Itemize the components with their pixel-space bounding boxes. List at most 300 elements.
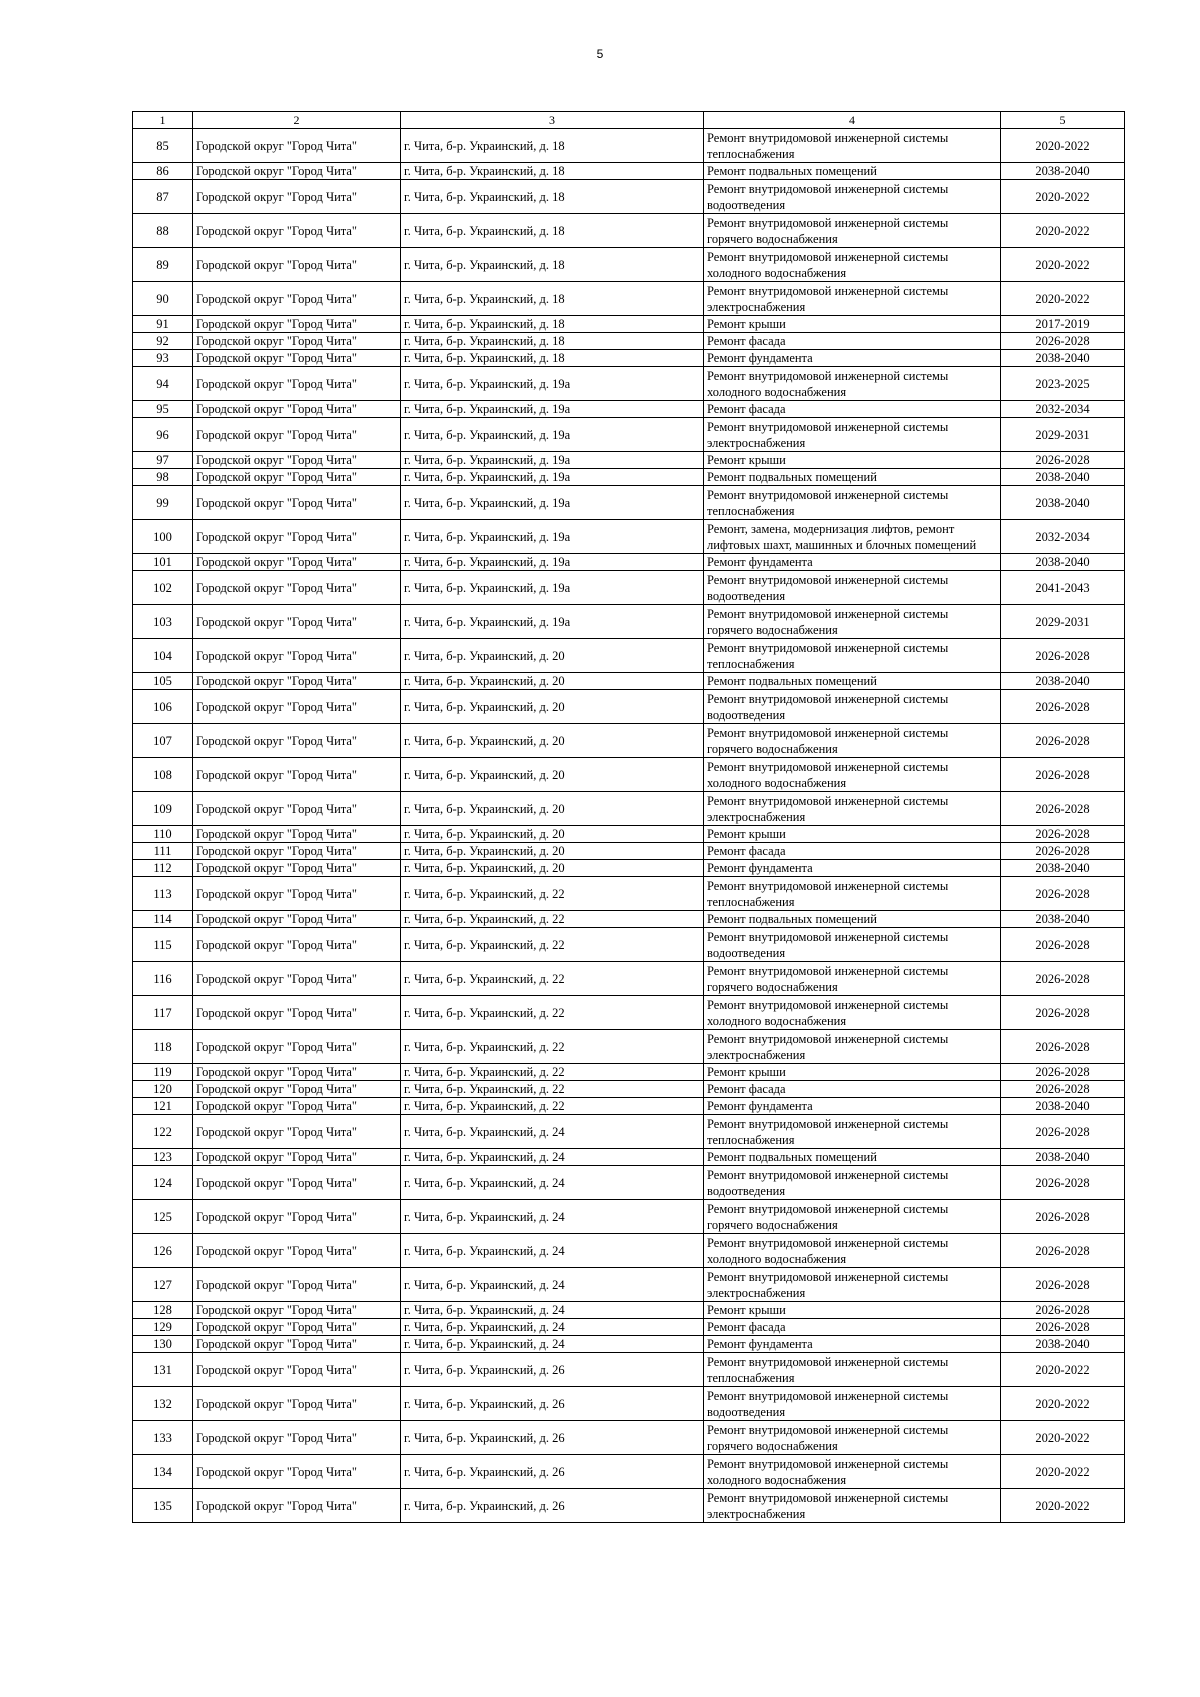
address-cell: г. Чита, б-р. Украинский, д. 22 xyxy=(401,1098,704,1115)
municipality-cell: Городской округ "Город Чита" xyxy=(193,690,401,724)
row-number-cell: 111 xyxy=(133,843,193,860)
work-type-cell: Ремонт внутридомовой инженерной системы теплоснабжения xyxy=(704,639,1001,673)
address-cell: г. Чита, б-р. Украинский, д. 22 xyxy=(401,928,704,962)
period-cell: 2017-2019 xyxy=(1001,316,1125,333)
address-cell: г. Чита, б-р. Украинский, д. 24 xyxy=(401,1234,704,1268)
address-cell: г. Чита, б-р. Украинский, д. 26 xyxy=(401,1353,704,1387)
work-type-cell: Ремонт внутридомовой инженерной системы холодного водоснабжения xyxy=(704,367,1001,401)
municipality-cell: Городской округ "Город Чита" xyxy=(193,877,401,911)
work-type-cell: Ремонт внутридомовой инженерной системы холодного водоснабжения xyxy=(704,758,1001,792)
row-number-cell: 89 xyxy=(133,248,193,282)
period-cell: 2020-2022 xyxy=(1001,282,1125,316)
address-cell: г. Чита, б-р. Украинский, д. 18 xyxy=(401,163,704,180)
row-number-cell: 119 xyxy=(133,1064,193,1081)
address-cell: г. Чита, б-р. Украинский, д. 19а xyxy=(401,605,704,639)
work-type-cell: Ремонт фундамента xyxy=(704,554,1001,571)
row-number-cell: 103 xyxy=(133,605,193,639)
row-number-cell: 99 xyxy=(133,486,193,520)
row-number-cell: 115 xyxy=(133,928,193,962)
table-body xyxy=(133,129,1125,1523)
work-type-cell: Ремонт внутридомовой инженерной системы горячего водоснабжения xyxy=(704,1200,1001,1234)
table-row xyxy=(133,367,1125,401)
period-cell: 2020-2022 xyxy=(1001,1387,1125,1421)
period-cell: 2038-2040 xyxy=(1001,486,1125,520)
table-row xyxy=(133,843,1125,860)
work-type-cell: Ремонт подвальных помещений xyxy=(704,911,1001,928)
table-row xyxy=(133,1489,1125,1523)
row-number-cell: 122 xyxy=(133,1115,193,1149)
row-number-cell: 127 xyxy=(133,1268,193,1302)
period-cell: 2029-2031 xyxy=(1001,605,1125,639)
address-cell: г. Чита, б-р. Украинский, д. 20 xyxy=(401,639,704,673)
period-cell: 2038-2040 xyxy=(1001,911,1125,928)
repair-schedule-table xyxy=(132,111,1125,1523)
address-cell: г. Чита, б-р. Украинский, д. 20 xyxy=(401,826,704,843)
period-cell: 2026-2028 xyxy=(1001,1234,1125,1268)
work-type-cell: Ремонт внутридомовой инженерной системы электроснабжения xyxy=(704,1268,1001,1302)
table-row xyxy=(133,469,1125,486)
table-header-row xyxy=(133,112,1125,129)
municipality-cell: Городской округ "Город Чита" xyxy=(193,554,401,571)
row-number-cell: 132 xyxy=(133,1387,193,1421)
municipality-cell: Городской округ "Город Чита" xyxy=(193,1098,401,1115)
address-cell: г. Чита, б-р. Украинский, д. 24 xyxy=(401,1115,704,1149)
row-number-cell: 88 xyxy=(133,214,193,248)
municipality-cell: Городской округ "Город Чита" xyxy=(193,996,401,1030)
period-cell: 2041-2043 xyxy=(1001,571,1125,605)
table-row xyxy=(133,911,1125,928)
work-type-cell: Ремонт фасада xyxy=(704,401,1001,418)
period-cell: 2026-2028 xyxy=(1001,877,1125,911)
work-type-cell: Ремонт крыши xyxy=(704,1064,1001,1081)
table-row xyxy=(133,180,1125,214)
address-cell: г. Чита, б-р. Украинский, д. 24 xyxy=(401,1166,704,1200)
municipality-cell: Городской округ "Город Чита" xyxy=(193,469,401,486)
municipality-cell: Городской округ "Город Чита" xyxy=(193,180,401,214)
period-cell: 2038-2040 xyxy=(1001,163,1125,180)
municipality-cell: Городской округ "Город Чита" xyxy=(193,826,401,843)
address-cell: г. Чита, б-р. Украинский, д. 20 xyxy=(401,673,704,690)
row-number-cell: 120 xyxy=(133,1081,193,1098)
municipality-cell: Городской округ "Город Чита" xyxy=(193,792,401,826)
period-cell: 2026-2028 xyxy=(1001,1081,1125,1098)
period-cell: 2038-2040 xyxy=(1001,1098,1125,1115)
period-cell: 2026-2028 xyxy=(1001,758,1125,792)
address-cell: г. Чита, б-р. Украинский, д. 19а xyxy=(401,418,704,452)
address-cell: г. Чита, б-р. Украинский, д. 19а xyxy=(401,571,704,605)
municipality-cell: Городской округ "Город Чита" xyxy=(193,639,401,673)
period-cell: 2026-2028 xyxy=(1001,1064,1125,1081)
work-type-cell: Ремонт внутридомовой инженерной системы теплоснабжения xyxy=(704,877,1001,911)
period-cell: 2026-2028 xyxy=(1001,1268,1125,1302)
column-header: 4 xyxy=(704,112,1001,129)
work-type-cell: Ремонт внутридомовой инженерной системы горячего водоснабжения xyxy=(704,1421,1001,1455)
table-row xyxy=(133,962,1125,996)
municipality-cell: Городской округ "Город Чита" xyxy=(193,1489,401,1523)
work-type-cell: Ремонт внутридомовой инженерной системы холодного водоснабжения xyxy=(704,996,1001,1030)
period-cell: 2026-2028 xyxy=(1001,690,1125,724)
row-number-cell: 106 xyxy=(133,690,193,724)
period-cell: 2026-2028 xyxy=(1001,1166,1125,1200)
municipality-cell: Городской округ "Город Чита" xyxy=(193,163,401,180)
municipality-cell: Городской округ "Город Чита" xyxy=(193,758,401,792)
row-number-cell: 109 xyxy=(133,792,193,826)
column-header: 5 xyxy=(1001,112,1125,129)
period-cell: 2026-2028 xyxy=(1001,1115,1125,1149)
period-cell: 2038-2040 xyxy=(1001,1149,1125,1166)
column-header: 3 xyxy=(401,112,704,129)
address-cell: г. Чита, б-р. Украинский, д. 22 xyxy=(401,1064,704,1081)
municipality-cell: Городской округ "Город Чита" xyxy=(193,1455,401,1489)
row-number-cell: 108 xyxy=(133,758,193,792)
row-number-cell: 87 xyxy=(133,180,193,214)
municipality-cell: Городской округ "Город Чита" xyxy=(193,1200,401,1234)
address-cell: г. Чита, б-р. Украинский, д. 20 xyxy=(401,724,704,758)
table-row xyxy=(133,1353,1125,1387)
table-row xyxy=(133,1081,1125,1098)
municipality-cell: Городской округ "Город Чита" xyxy=(193,605,401,639)
address-cell: г. Чита, б-р. Украинский, д. 22 xyxy=(401,1030,704,1064)
work-type-cell: Ремонт фундамента xyxy=(704,1098,1001,1115)
municipality-cell: Городской округ "Город Чита" xyxy=(193,1319,401,1336)
municipality-cell: Городской округ "Город Чита" xyxy=(193,418,401,452)
municipality-cell: Городской округ "Город Чита" xyxy=(193,911,401,928)
address-cell: г. Чита, б-р. Украинский, д. 19а xyxy=(401,452,704,469)
municipality-cell: Городской округ "Город Чита" xyxy=(193,486,401,520)
period-cell: 2029-2031 xyxy=(1001,418,1125,452)
period-cell: 2026-2028 xyxy=(1001,843,1125,860)
row-number-cell: 94 xyxy=(133,367,193,401)
work-type-cell: Ремонт внутридомовой инженерной системы холодного водоснабжения xyxy=(704,1234,1001,1268)
address-cell: г. Чита, б-р. Украинский, д. 22 xyxy=(401,911,704,928)
table-row xyxy=(133,639,1125,673)
work-type-cell: Ремонт фундамента xyxy=(704,1336,1001,1353)
row-number-cell: 131 xyxy=(133,1353,193,1387)
period-cell: 2032-2034 xyxy=(1001,520,1125,554)
table-row xyxy=(133,248,1125,282)
work-type-cell: Ремонт внутридомовой инженерной системы горячего водоснабжения xyxy=(704,724,1001,758)
work-type-cell: Ремонт внутридомовой инженерной системы водоотведения xyxy=(704,1387,1001,1421)
row-number-cell: 104 xyxy=(133,639,193,673)
municipality-cell: Городской округ "Город Чита" xyxy=(193,1030,401,1064)
municipality-cell: Городской округ "Город Чита" xyxy=(193,214,401,248)
row-number-cell: 116 xyxy=(133,962,193,996)
address-cell: г. Чита, б-р. Украинский, д. 20 xyxy=(401,843,704,860)
period-cell: 2026-2028 xyxy=(1001,333,1125,350)
work-type-cell: Ремонт внутридомовой инженерной системы холодного водоснабжения xyxy=(704,248,1001,282)
row-number-cell: 102 xyxy=(133,571,193,605)
row-number-cell: 113 xyxy=(133,877,193,911)
address-cell: г. Чита, б-р. Украинский, д. 18 xyxy=(401,350,704,367)
period-cell: 2038-2040 xyxy=(1001,860,1125,877)
table-row xyxy=(133,758,1125,792)
address-cell: г. Чита, б-р. Украинский, д. 19а xyxy=(401,401,704,418)
address-cell: г. Чита, б-р. Украинский, д. 24 xyxy=(401,1336,704,1353)
work-type-cell: Ремонт подвальных помещений xyxy=(704,1149,1001,1166)
period-cell: 2026-2028 xyxy=(1001,928,1125,962)
row-number-cell: 90 xyxy=(133,282,193,316)
municipality-cell: Городской округ "Город Чита" xyxy=(193,1421,401,1455)
work-type-cell: Ремонт внутридомовой инженерной системы водоотведения xyxy=(704,928,1001,962)
municipality-cell: Городской округ "Город Чита" xyxy=(193,520,401,554)
municipality-cell: Городской округ "Город Чита" xyxy=(193,1268,401,1302)
table-row xyxy=(133,333,1125,350)
work-type-cell: Ремонт внутридомовой инженерной системы холодного водоснабжения xyxy=(704,1455,1001,1489)
period-cell: 2020-2022 xyxy=(1001,180,1125,214)
row-number-cell: 133 xyxy=(133,1421,193,1455)
row-number-cell: 129 xyxy=(133,1319,193,1336)
period-cell: 2026-2028 xyxy=(1001,1319,1125,1336)
address-cell: г. Чита, б-р. Украинский, д. 26 xyxy=(401,1387,704,1421)
work-type-cell: Ремонт подвальных помещений xyxy=(704,469,1001,486)
address-cell: г. Чита, б-р. Украинский, д. 22 xyxy=(401,962,704,996)
municipality-cell: Городской округ "Город Чита" xyxy=(193,1234,401,1268)
row-number-cell: 117 xyxy=(133,996,193,1030)
address-cell: г. Чита, б-р. Украинский, д. 19а xyxy=(401,520,704,554)
row-number-cell: 124 xyxy=(133,1166,193,1200)
period-cell: 2020-2022 xyxy=(1001,1353,1125,1387)
municipality-cell: Городской округ "Город Чита" xyxy=(193,248,401,282)
row-number-cell: 126 xyxy=(133,1234,193,1268)
work-type-cell: Ремонт внутридомовой инженерной системы водоотведения xyxy=(704,180,1001,214)
row-number-cell: 121 xyxy=(133,1098,193,1115)
municipality-cell: Городской округ "Город Чита" xyxy=(193,316,401,333)
address-cell: г. Чита, б-р. Украинский, д. 18 xyxy=(401,248,704,282)
row-number-cell: 125 xyxy=(133,1200,193,1234)
table-row xyxy=(133,1115,1125,1149)
municipality-cell: Городской округ "Город Чита" xyxy=(193,1336,401,1353)
table-row xyxy=(133,129,1125,163)
address-cell: г. Чита, б-р. Украинский, д. 24 xyxy=(401,1200,704,1234)
table-row xyxy=(133,1234,1125,1268)
municipality-cell: Городской округ "Город Чита" xyxy=(193,1302,401,1319)
row-number-cell: 123 xyxy=(133,1149,193,1166)
table-row xyxy=(133,690,1125,724)
period-cell: 2026-2028 xyxy=(1001,962,1125,996)
period-cell: 2020-2022 xyxy=(1001,1421,1125,1455)
table-row xyxy=(133,282,1125,316)
page-number: 5 xyxy=(596,47,604,61)
table-row xyxy=(133,673,1125,690)
municipality-cell: Городской округ "Город Чита" xyxy=(193,571,401,605)
work-type-cell: Ремонт внутридомовой инженерной системы водоотведения xyxy=(704,571,1001,605)
period-cell: 2020-2022 xyxy=(1001,214,1125,248)
address-cell: г. Чита, б-р. Украинский, д. 19а xyxy=(401,486,704,520)
table-row xyxy=(133,1319,1125,1336)
table-row xyxy=(133,1455,1125,1489)
work-type-cell: Ремонт внутридомовой инженерной системы горячего водоснабжения xyxy=(704,605,1001,639)
work-type-cell: Ремонт внутридомовой инженерной системы теплоснабжения xyxy=(704,129,1001,163)
table-row xyxy=(133,1098,1125,1115)
row-number-cell: 135 xyxy=(133,1489,193,1523)
municipality-cell: Городской округ "Город Чита" xyxy=(193,1115,401,1149)
table-row xyxy=(133,1336,1125,1353)
municipality-cell: Городской округ "Город Чита" xyxy=(193,1149,401,1166)
table-row xyxy=(133,724,1125,758)
table-row xyxy=(133,1387,1125,1421)
address-cell: г. Чита, б-р. Украинский, д. 19а xyxy=(401,554,704,571)
municipality-cell: Городской округ "Город Чита" xyxy=(193,1353,401,1387)
work-type-cell: Ремонт фасада xyxy=(704,1319,1001,1336)
row-number-cell: 130 xyxy=(133,1336,193,1353)
row-number-cell: 97 xyxy=(133,452,193,469)
table-row xyxy=(133,792,1125,826)
municipality-cell: Городской округ "Город Чита" xyxy=(193,282,401,316)
period-cell: 2026-2028 xyxy=(1001,792,1125,826)
period-cell: 2020-2022 xyxy=(1001,248,1125,282)
row-number-cell: 118 xyxy=(133,1030,193,1064)
table-row xyxy=(133,520,1125,554)
address-cell: г. Чита, б-р. Украинский, д. 19а xyxy=(401,469,704,486)
municipality-cell: Городской округ "Город Чита" xyxy=(193,673,401,690)
address-cell: г. Чита, б-р. Украинский, д. 22 xyxy=(401,996,704,1030)
work-type-cell: Ремонт внутридомовой инженерной системы теплоснабжения xyxy=(704,1353,1001,1387)
table-row xyxy=(133,316,1125,333)
address-cell: г. Чита, б-р. Украинский, д. 24 xyxy=(401,1268,704,1302)
address-cell: г. Чита, б-р. Украинский, д. 18 xyxy=(401,316,704,333)
work-type-cell: Ремонт крыши xyxy=(704,1302,1001,1319)
work-type-cell: Ремонт, замена, модернизация лифтов, ремонт лифтовых шахт, машинных и блочных помещений xyxy=(704,520,1001,554)
period-cell: 2026-2028 xyxy=(1001,1302,1125,1319)
municipality-cell: Городской округ "Город Чита" xyxy=(193,843,401,860)
municipality-cell: Городской округ "Город Чита" xyxy=(193,367,401,401)
period-cell: 2026-2028 xyxy=(1001,1200,1125,1234)
table-row xyxy=(133,163,1125,180)
table-row xyxy=(133,1030,1125,1064)
row-number-cell: 107 xyxy=(133,724,193,758)
work-type-cell: Ремонт крыши xyxy=(704,316,1001,333)
address-cell: г. Чита, б-р. Украинский, д. 22 xyxy=(401,877,704,911)
municipality-cell: Городской округ "Город Чита" xyxy=(193,860,401,877)
municipality-cell: Городской округ "Город Чита" xyxy=(193,1064,401,1081)
row-number-cell: 96 xyxy=(133,418,193,452)
period-cell: 2038-2040 xyxy=(1001,554,1125,571)
table-row xyxy=(133,1200,1125,1234)
municipality-cell: Городской округ "Город Чита" xyxy=(193,1166,401,1200)
period-cell: 2020-2022 xyxy=(1001,129,1125,163)
municipality-cell: Городской округ "Город Чита" xyxy=(193,452,401,469)
work-type-cell: Ремонт внутридомовой инженерной системы водоотведения xyxy=(704,690,1001,724)
row-number-cell: 100 xyxy=(133,520,193,554)
address-cell: г. Чита, б-р. Украинский, д. 26 xyxy=(401,1489,704,1523)
row-number-cell: 112 xyxy=(133,860,193,877)
row-number-cell: 93 xyxy=(133,350,193,367)
work-type-cell: Ремонт подвальных помещений xyxy=(704,673,1001,690)
address-cell: г. Чита, б-р. Украинский, д. 20 xyxy=(401,758,704,792)
municipality-cell: Городской округ "Город Чита" xyxy=(193,401,401,418)
address-cell: г. Чита, б-р. Украинский, д. 20 xyxy=(401,690,704,724)
period-cell: 2020-2022 xyxy=(1001,1455,1125,1489)
work-type-cell: Ремонт внутридомовой инженерной системы электроснабжения xyxy=(704,418,1001,452)
work-type-cell: Ремонт внутридомовой инженерной системы электроснабжения xyxy=(704,1030,1001,1064)
address-cell: г. Чита, б-р. Украинский, д. 24 xyxy=(401,1319,704,1336)
period-cell: 2026-2028 xyxy=(1001,826,1125,843)
table-row xyxy=(133,928,1125,962)
period-cell: 2032-2034 xyxy=(1001,401,1125,418)
row-number-cell: 101 xyxy=(133,554,193,571)
work-type-cell: Ремонт внутридомовой инженерной системы теплоснабжения xyxy=(704,486,1001,520)
work-type-cell: Ремонт фасада xyxy=(704,1081,1001,1098)
municipality-cell: Городской округ "Город Чита" xyxy=(193,1387,401,1421)
table-row xyxy=(133,605,1125,639)
municipality-cell: Городской округ "Город Чита" xyxy=(193,962,401,996)
table-row xyxy=(133,877,1125,911)
table-row xyxy=(133,486,1125,520)
table-row xyxy=(133,826,1125,843)
address-cell: г. Чита, б-р. Украинский, д. 18 xyxy=(401,282,704,316)
row-number-cell: 85 xyxy=(133,129,193,163)
column-header: 2 xyxy=(193,112,401,129)
address-cell: г. Чита, б-р. Украинский, д. 20 xyxy=(401,860,704,877)
period-cell: 2038-2040 xyxy=(1001,673,1125,690)
table-row xyxy=(133,571,1125,605)
address-cell: г. Чита, б-р. Украинский, д. 18 xyxy=(401,333,704,350)
row-number-cell: 128 xyxy=(133,1302,193,1319)
table-row xyxy=(133,214,1125,248)
table-row xyxy=(133,401,1125,418)
address-cell: г. Чита, б-р. Украинский, д. 20 xyxy=(401,792,704,826)
address-cell: г. Чита, б-р. Украинский, д. 18 xyxy=(401,129,704,163)
work-type-cell: Ремонт внутридомовой инженерной системы теплоснабжения xyxy=(704,1115,1001,1149)
work-type-cell: Ремонт внутридомовой инженерной системы электроснабжения xyxy=(704,1489,1001,1523)
work-type-cell: Ремонт внутридомовой инженерной системы горячего водоснабжения xyxy=(704,962,1001,996)
table-row xyxy=(133,350,1125,367)
period-cell: 2020-2022 xyxy=(1001,1489,1125,1523)
work-type-cell: Ремонт фундамента xyxy=(704,350,1001,367)
row-number-cell: 105 xyxy=(133,673,193,690)
address-cell: г. Чита, б-р. Украинский, д. 19а xyxy=(401,367,704,401)
period-cell: 2026-2028 xyxy=(1001,996,1125,1030)
table-row xyxy=(133,452,1125,469)
address-cell: г. Чита, б-р. Украинский, д. 18 xyxy=(401,214,704,248)
row-number-cell: 86 xyxy=(133,163,193,180)
work-type-cell: Ремонт фасада xyxy=(704,843,1001,860)
period-cell: 2038-2040 xyxy=(1001,1336,1125,1353)
table-row xyxy=(133,1149,1125,1166)
table-row xyxy=(133,554,1125,571)
address-cell: г. Чита, б-р. Украинский, д. 22 xyxy=(401,1081,704,1098)
row-number-cell: 98 xyxy=(133,469,193,486)
table-row xyxy=(133,996,1125,1030)
period-cell: 2023-2025 xyxy=(1001,367,1125,401)
address-cell: г. Чита, б-р. Украинский, д. 18 xyxy=(401,180,704,214)
municipality-cell: Городской округ "Город Чита" xyxy=(193,1081,401,1098)
municipality-cell: Городской округ "Город Чита" xyxy=(193,333,401,350)
table-row xyxy=(133,418,1125,452)
row-number-cell: 134 xyxy=(133,1455,193,1489)
municipality-cell: Городской округ "Город Чита" xyxy=(193,129,401,163)
work-type-cell: Ремонт подвальных помещений xyxy=(704,163,1001,180)
work-type-cell: Ремонт фасада xyxy=(704,333,1001,350)
row-number-cell: 95 xyxy=(133,401,193,418)
period-cell: 2038-2040 xyxy=(1001,350,1125,367)
work-type-cell: Ремонт внутридомовой инженерной системы электроснабжения xyxy=(704,792,1001,826)
table-row xyxy=(133,860,1125,877)
row-number-cell: 110 xyxy=(133,826,193,843)
address-cell: г. Чита, б-р. Украинский, д. 26 xyxy=(401,1421,704,1455)
municipality-cell: Городской округ "Город Чита" xyxy=(193,350,401,367)
table-row xyxy=(133,1302,1125,1319)
address-cell: г. Чита, б-р. Украинский, д. 24 xyxy=(401,1302,704,1319)
table-row xyxy=(133,1064,1125,1081)
address-cell: г. Чита, б-р. Украинский, д. 24 xyxy=(401,1149,704,1166)
period-cell: 2026-2028 xyxy=(1001,1030,1125,1064)
column-header: 1 xyxy=(133,112,193,129)
period-cell: 2026-2028 xyxy=(1001,724,1125,758)
work-type-cell: Ремонт внутридомовой инженерной системы горячего водоснабжения xyxy=(704,214,1001,248)
table-row xyxy=(133,1166,1125,1200)
period-cell: 2026-2028 xyxy=(1001,452,1125,469)
